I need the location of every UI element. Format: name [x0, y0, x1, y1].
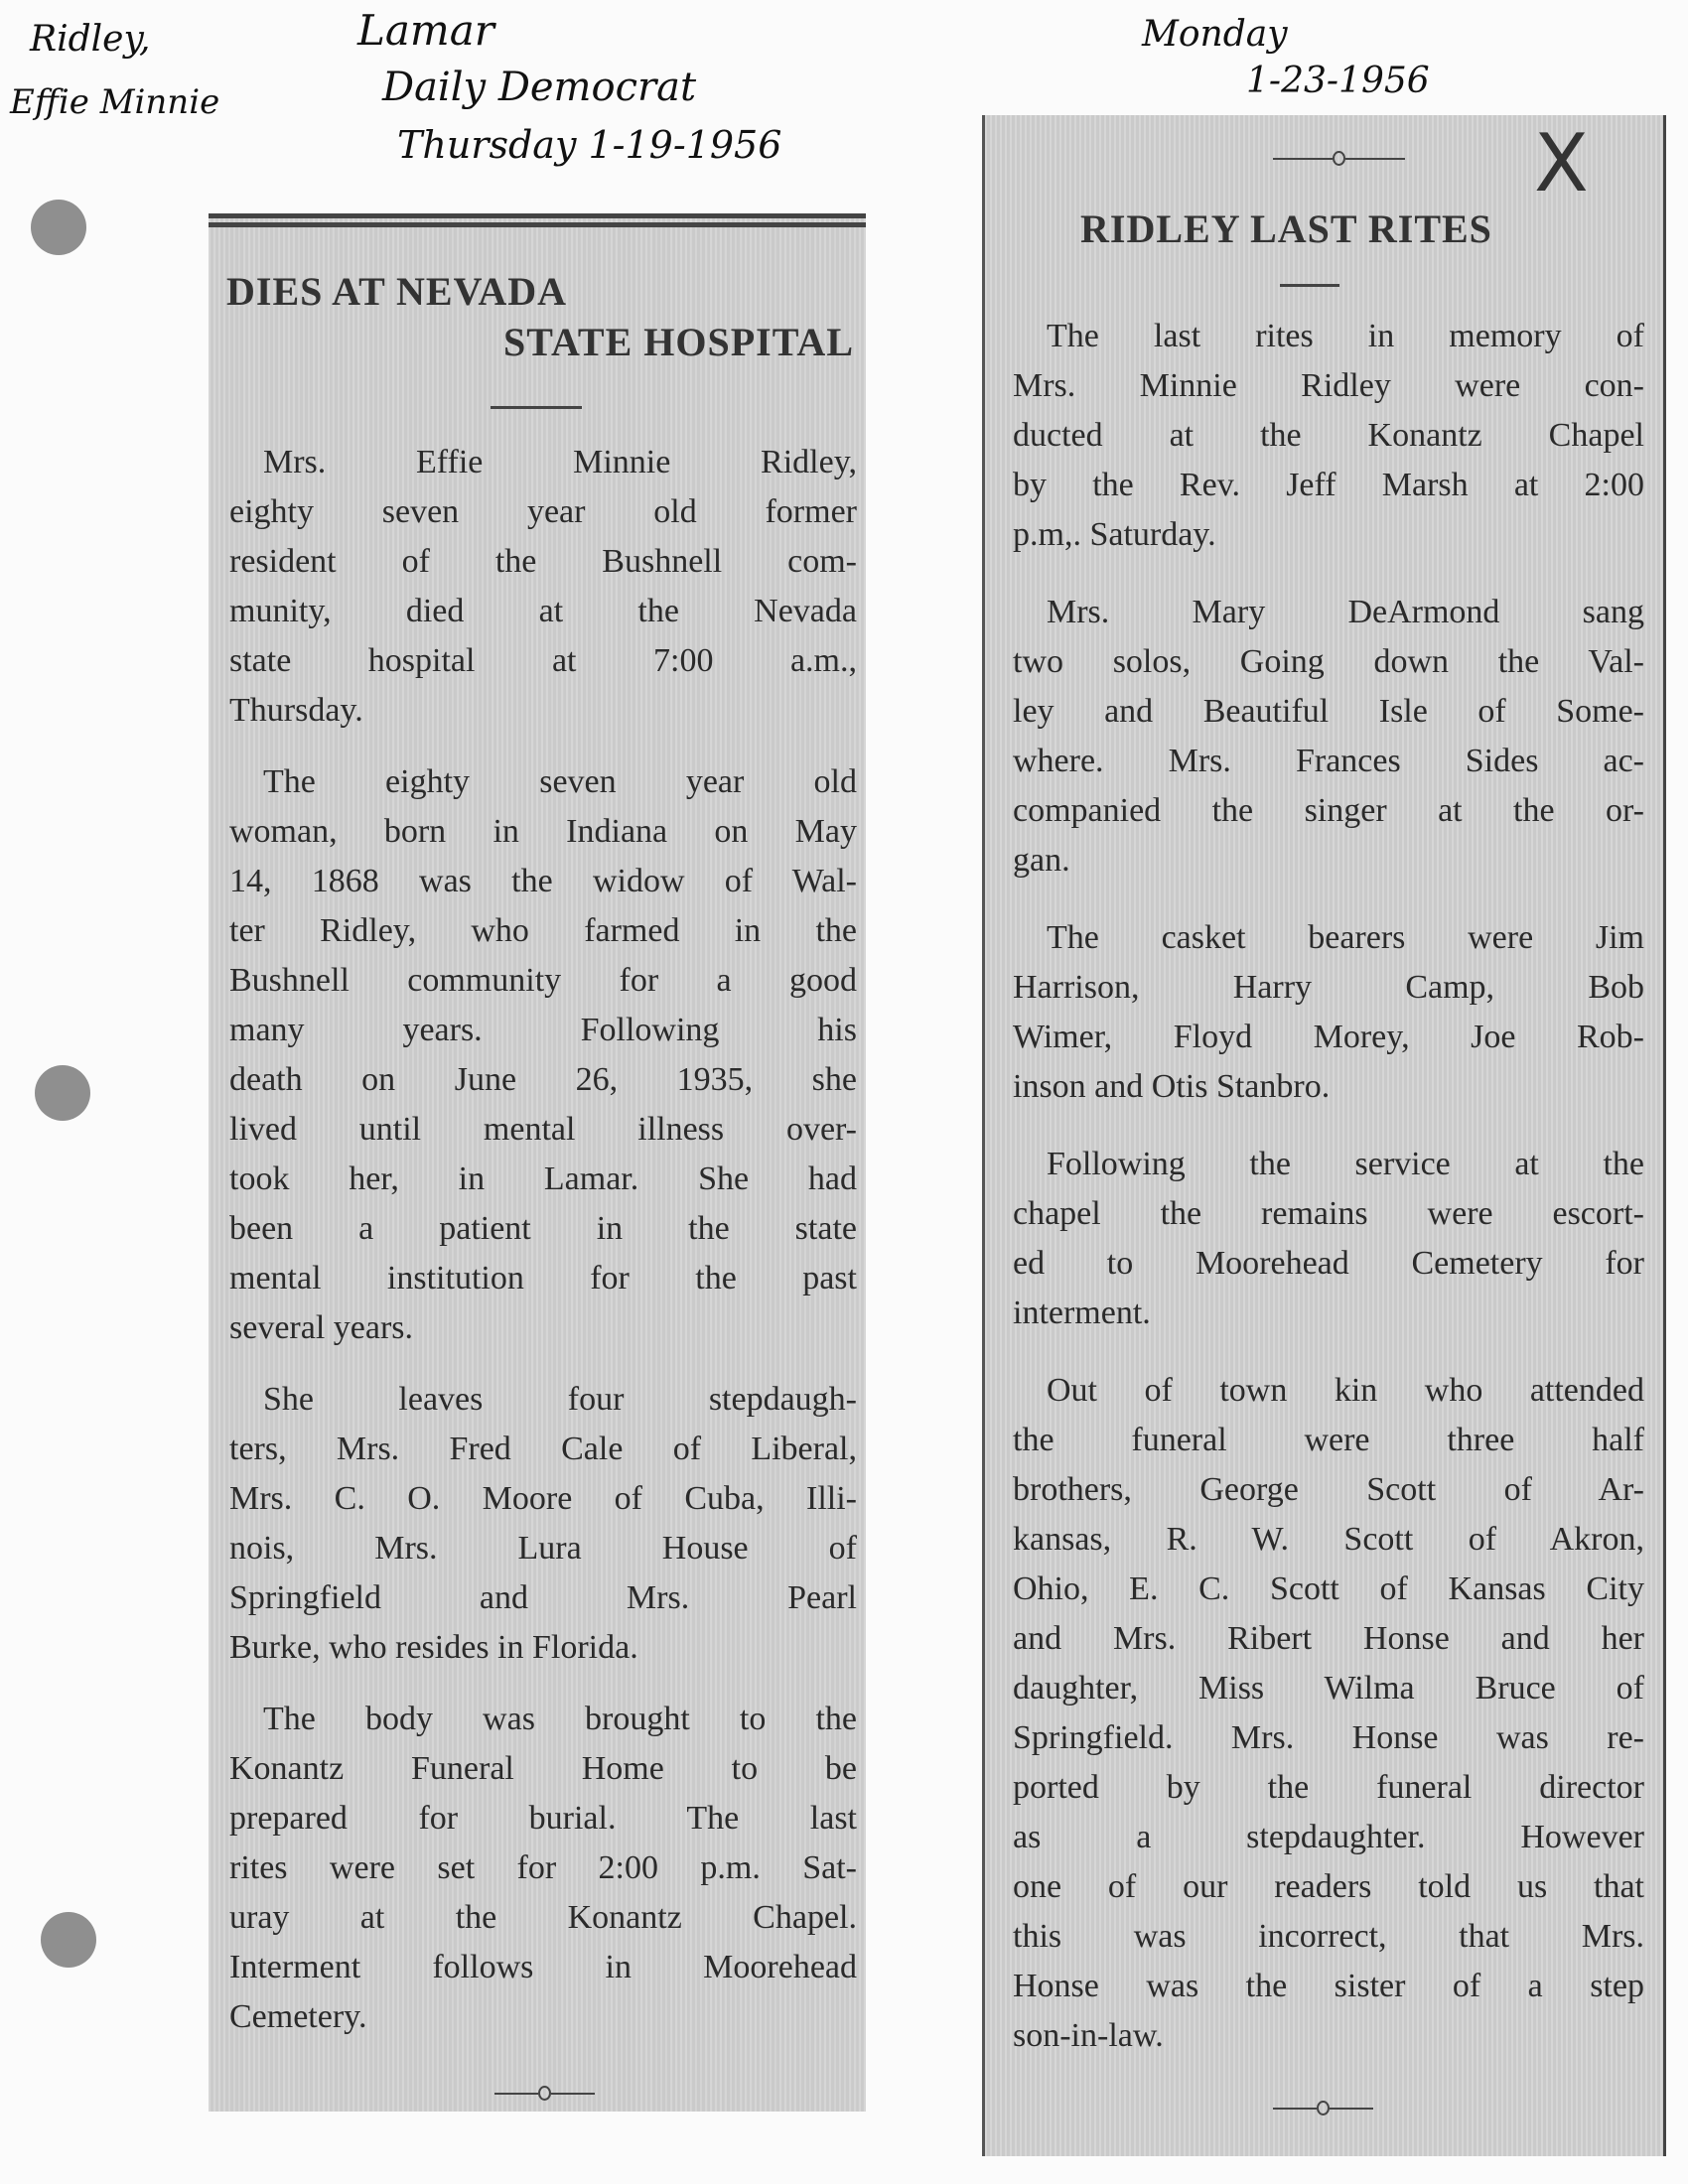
paragraph: [1013, 1366, 1644, 2061]
text-line: p.m,. Saturday.: [1013, 516, 1216, 553]
text-line: resident of the Bushnell com-: [229, 543, 857, 580]
paragraph: [229, 1695, 857, 2042]
text-line: ley and Beautiful Isle of Some-: [1013, 693, 1644, 730]
text-line: Springfield and Mrs. Pearl: [229, 1579, 857, 1616]
text-line: companied the singer at the or-: [1013, 792, 1644, 829]
text-line: son-in-law.: [1013, 2017, 1164, 2054]
headline-line-2: STATE HOSPITAL: [503, 320, 854, 364]
text-line: interment.: [1013, 1295, 1151, 1331]
article-body: [229, 438, 857, 2042]
text-line: two solos, Going down the Val-: [1013, 643, 1644, 680]
paragraph: [229, 1375, 857, 1673]
text-line: eighty seven year old former: [229, 493, 857, 530]
handwritten-day: Monday: [1142, 14, 1288, 55]
text-line: Ohio, E. C. Scott of Kansas City: [1013, 1570, 1644, 1607]
text-line: state hospital at 7:00 a.m.,: [229, 642, 857, 679]
binder-hole: [35, 1065, 90, 1121]
text-line: Thursday.: [229, 692, 363, 729]
handwritten-paper-name-2: Daily Democrat: [382, 65, 697, 110]
text-line: Wimer, Floyd Morey, Joe Rob-: [1013, 1019, 1644, 1055]
article-body: [1013, 312, 1644, 2089]
text-line: 14, 1868 was the widow of Wal-: [229, 863, 857, 899]
headline-line-1: DIES AT NEVADA: [226, 269, 568, 314]
text-line: by the Rev. Jeff Marsh at 2:00: [1013, 467, 1644, 503]
text-line: Following the service at the: [1047, 1146, 1644, 1182]
text-line: The body was brought to the: [263, 1701, 857, 1737]
text-line: kansas, R. W. Scott of Akron,: [1013, 1521, 1644, 1558]
text-line: Mrs. Effie Minnie Ridley,: [263, 444, 857, 480]
text-line: as a stepdaughter. However: [1013, 1819, 1644, 1855]
text-line: Bushnell community for a good: [229, 962, 857, 999]
handwritten-paper-name-1: Lamar: [357, 6, 494, 55]
headline-divider: [491, 406, 582, 409]
text-line: lived until mental illness over-: [229, 1111, 857, 1148]
handwritten-given-names: Effie Minnie: [10, 82, 220, 122]
text-line: daughter, Miss Wilma Bruce of: [1013, 1670, 1644, 1706]
text-line: Honse was the sister of a step: [1013, 1968, 1644, 2004]
text-line: Mrs. Mary DeArmond sang: [1047, 594, 1644, 630]
handwritten-x-mark: X: [1534, 117, 1589, 209]
text-line: rites were set for 2:00 p.m. Sat-: [229, 1849, 857, 1886]
text-line: woman, born in Indiana on May: [229, 813, 857, 850]
text-line: uray at the Konantz Chapel.: [229, 1899, 857, 1936]
text-line: Mrs. C. O. Moore of Cuba, Illi-: [229, 1480, 857, 1517]
text-line: and Mrs. Ribert Honse and her: [1013, 1620, 1644, 1657]
text-line: Mrs. Minnie Ridley were con-: [1013, 367, 1644, 404]
text-line: ported by the funeral director: [1013, 1769, 1644, 1806]
text-line: mental institution for the past: [229, 1260, 857, 1297]
text-line: chapel the remains were escort-: [1013, 1195, 1644, 1232]
handwritten-date: 1-23-1956: [1246, 61, 1430, 101]
text-line: brothers, George Scott of Ar-: [1013, 1471, 1644, 1508]
binder-hole: [31, 200, 86, 255]
text-line: Out of town kin who attended: [1047, 1372, 1644, 1409]
text-line: Interment follows in Moorehead: [229, 1949, 857, 1985]
text-line: this was incorrect, that Mrs.: [1013, 1918, 1644, 1955]
obituary-clipping: [209, 213, 866, 2112]
text-line: been a patient in the state: [229, 1210, 857, 1247]
paragraph: [1013, 312, 1644, 560]
end-ornament: [494, 2086, 595, 2101]
paragraph: [229, 757, 857, 1353]
paragraph: [1013, 1140, 1644, 1338]
text-line: many years. Following his: [229, 1012, 857, 1048]
text-line: Konantz Funeral Home to be: [229, 1750, 857, 1787]
text-line: munity, died at the Nevada: [229, 593, 857, 629]
headline-divider: [1280, 284, 1339, 287]
paragraph: [1013, 913, 1644, 1112]
text-line: one of our readers told us that: [1013, 1868, 1644, 1905]
text-line: ed to Moorehead Cemetery for: [1013, 1245, 1644, 1282]
text-line: The casket bearers were Jim: [1047, 919, 1644, 956]
text-line: where. Mrs. Frances Sides ac-: [1013, 743, 1644, 779]
text-line: ter Ridley, who farmed in the: [229, 912, 857, 949]
top-ornament: [1273, 151, 1405, 166]
binder-hole: [41, 1912, 96, 1968]
paragraph: [229, 438, 857, 736]
text-line: the funeral were three half: [1013, 1422, 1644, 1458]
text-line: gan.: [1013, 842, 1070, 879]
handwritten-surname: Ridley,: [30, 19, 151, 60]
text-line: prepared for burial. The last: [229, 1800, 857, 1837]
end-ornament: [1273, 2101, 1373, 2116]
funeral-clipping: [982, 115, 1666, 2156]
text-line: Harrison, Harry Camp, Bob: [1013, 969, 1644, 1006]
headline: RIDLEY LAST RITES: [1080, 206, 1492, 251]
text-line: The eighty seven year old: [263, 763, 857, 800]
text-line: She leaves four stepdaugh-: [263, 1381, 857, 1418]
paragraph: [1013, 588, 1644, 886]
text-line: Springfield. Mrs. Honse was re-: [1013, 1719, 1644, 1756]
text-line: Cemetery.: [229, 1998, 367, 2035]
text-line: death on June 26, 1935, she: [229, 1061, 857, 1098]
text-line: took her, in Lamar. She had: [229, 1160, 857, 1197]
text-line: several years.: [229, 1309, 414, 1346]
text-line: ducted at the Konantz Chapel: [1013, 417, 1644, 454]
handwritten-paper-date: Thursday 1-19-1956: [397, 123, 782, 167]
text-line: inson and Otis Stanbro.: [1013, 1068, 1331, 1105]
text-line: ters, Mrs. Fred Cale of Liberal,: [229, 1431, 857, 1467]
text-line: The last rites in memory of: [1047, 318, 1644, 354]
text-line: Burke, who resides in Florida.: [229, 1629, 638, 1666]
text-line: nois, Mrs. Lura House of: [229, 1530, 857, 1567]
